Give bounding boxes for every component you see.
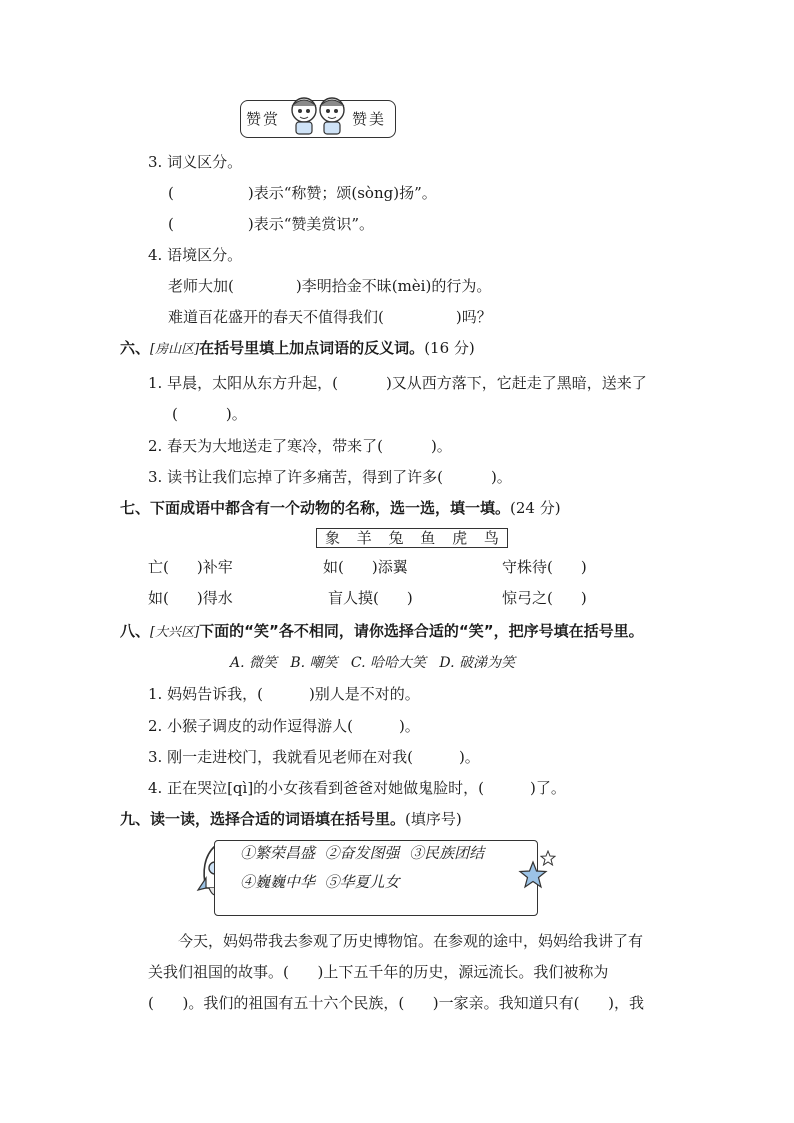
idiom-4-pre: 如( bbox=[148, 589, 169, 607]
smile-options: A. 微笑 B. 嘲笑 C. 哈哈大笑 D. 破涕为笑 bbox=[230, 655, 515, 671]
s6-item-1b-post: )。 bbox=[225, 405, 247, 423]
idiom-2-pre: 如( bbox=[323, 558, 344, 576]
idiom-1 bbox=[148, 557, 233, 577]
s6-item-1 bbox=[148, 373, 647, 393]
passage-line-2: 关我们祖国的故事。( )上下五千年的历史，源远流长。我们被称为 bbox=[148, 963, 609, 981]
s6-item-3-pre: 3. 读书让我们忘掉了许多痛苦，得到了许多( bbox=[148, 468, 443, 486]
s6-item-2-pre: 2. 春天为大地送走了寒冷，带来了( bbox=[148, 437, 383, 455]
idiom-6-pre: 惊弓之( bbox=[502, 589, 553, 607]
q4-line2-pre: 难道百花盛开的春天不值得我们( bbox=[168, 308, 384, 326]
s8-item-1-pre: 1. 妈妈告诉我，( bbox=[148, 685, 263, 703]
s6-item-2 bbox=[148, 436, 452, 456]
idiom-3 bbox=[502, 557, 587, 577]
section-6-title: 在括号里填上加点词语的反义词。 bbox=[199, 339, 425, 357]
section-7-score: (24 分) bbox=[510, 499, 561, 517]
s8-item-2-pre: 2. 小猴子调皮的动作逗得游人( bbox=[148, 717, 353, 735]
section-6-number: 六、 bbox=[120, 339, 151, 357]
s8-item-2 bbox=[148, 716, 420, 736]
s8-item-3 bbox=[148, 747, 480, 767]
s6-item-1b-pre: ( bbox=[172, 405, 178, 423]
s8-item-1 bbox=[148, 684, 420, 704]
passage-line-1: 今天，妈妈带我去参观了历史博物馆。在参观的途中，妈妈给我讲了有 bbox=[178, 932, 644, 950]
s6-item-1-pre: 1. 早晨，太阳从东方升起，( bbox=[148, 374, 338, 392]
section-8-title: 下面的“笑”各不相同，请你选择合适的“笑”，把序号填在括号里。 bbox=[199, 622, 644, 640]
s6-item-3-post: )。 bbox=[490, 468, 512, 486]
section-9-heading bbox=[120, 809, 462, 829]
q3-line2-text: )表示“赞美赏识”。 bbox=[247, 215, 375, 233]
q4-line2-post: )吗？ bbox=[455, 308, 492, 326]
word-left: 赞赏 bbox=[246, 110, 281, 128]
section-6-score: (16 分) bbox=[424, 339, 475, 357]
q4-line1-pre: 老师大加( bbox=[168, 277, 234, 295]
small-star-icon bbox=[540, 850, 556, 866]
word-choices-row-1: ①繁荣昌盛 ②奋发图强 ③民族团结 bbox=[240, 844, 485, 862]
q3-line2: ( )表示“赞美赏识”。 bbox=[168, 215, 375, 233]
q4-line1 bbox=[168, 276, 491, 296]
word-right: 赞美 bbox=[352, 110, 387, 128]
section-9-note: (填序号) bbox=[405, 810, 462, 828]
idiom-5 bbox=[328, 588, 413, 608]
s8-item-3-post: )。 bbox=[458, 748, 480, 766]
section-9-title: 读一读，选择合适的词语填在括号里。 bbox=[150, 810, 406, 828]
idiom-1-pre: 亡( bbox=[148, 558, 169, 576]
q4-line2 bbox=[168, 307, 492, 327]
section-7-title: 下面成语中都含有一个动物的名称，选一选，填一填。 bbox=[150, 499, 511, 517]
section-8-number: 八、 bbox=[120, 622, 151, 640]
s8-item-4-post: )了。 bbox=[530, 779, 566, 797]
idiom-5-post: ) bbox=[406, 589, 413, 607]
section-7-heading bbox=[120, 498, 561, 518]
word-choices-row-2: ④巍巍中华 ⑤华夏儿女 bbox=[240, 873, 400, 891]
s8-item-1-post: )别人是不对的。 bbox=[308, 685, 420, 703]
idiom-4 bbox=[148, 588, 233, 608]
section-6-heading bbox=[120, 338, 475, 360]
q4-line1-post: )李明拾金不昧(mèi)的行为。 bbox=[295, 277, 492, 295]
s6-item-2-post: )。 bbox=[430, 437, 452, 455]
idiom-5-pre: 盲人摸( bbox=[328, 589, 379, 607]
q3-label: 3. 词义区分。 bbox=[148, 153, 243, 171]
section-6-source: [房山区] bbox=[150, 342, 200, 357]
animal-options-box: 象 羊 兔 鱼 虎 鸟 bbox=[316, 528, 508, 548]
idiom-6-post: ) bbox=[580, 589, 587, 607]
s6-item-1-cont bbox=[172, 404, 247, 424]
s8-item-4 bbox=[148, 778, 566, 798]
idiom-4-post: )得水 bbox=[196, 589, 233, 607]
section-7-number: 七、 bbox=[120, 499, 151, 517]
s8-item-4-pre: 4. 正在哭泣[qì]的小女孩看到爸爸对她做鬼脸时，( bbox=[148, 779, 485, 797]
section-8-heading bbox=[120, 621, 644, 643]
s8-item-2-post: )。 bbox=[398, 717, 420, 735]
passage-line-3: ( )。我们的祖国有五十六个民族，( )一家亲。我知道只有( )，我 bbox=[148, 994, 644, 1012]
q4-label: 4. 语境区分。 bbox=[148, 246, 243, 264]
section-9-number: 九、 bbox=[120, 810, 151, 828]
section-8-source: [大兴区] bbox=[150, 625, 200, 640]
idiom-2 bbox=[323, 557, 408, 577]
s8-item-3-pre: 3. 刚一走进校门，我就看见老师在对我( bbox=[148, 748, 413, 766]
idiom-6 bbox=[502, 588, 587, 608]
q3-line1: ( )表示“称赞；颂(sòng)扬”。 bbox=[168, 184, 437, 202]
s6-item-3 bbox=[148, 467, 512, 487]
idiom-3-post: ) bbox=[580, 558, 587, 576]
twins-cartoon-icon bbox=[286, 94, 352, 140]
idiom-1-post: )补牢 bbox=[196, 558, 233, 576]
s6-item-1-post: )又从西方落下，它赶走了黑暗，送来了 bbox=[385, 374, 647, 392]
idiom-2-post: )添翼 bbox=[371, 558, 408, 576]
q3-line1-text: )表示“称赞；颂(sòng)扬”。 bbox=[247, 184, 437, 202]
idiom-3-pre: 守株待( bbox=[502, 558, 553, 576]
